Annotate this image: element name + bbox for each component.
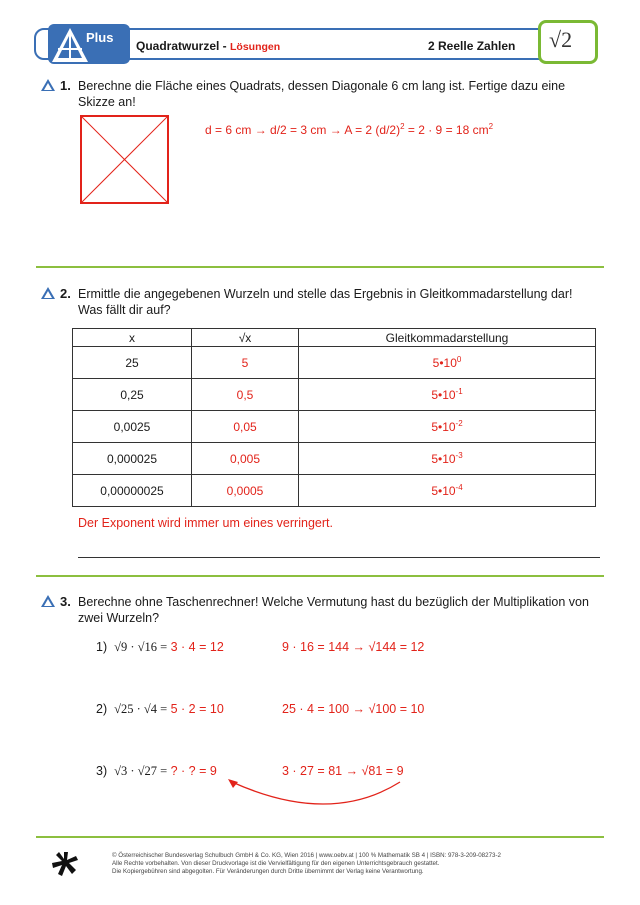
task2-line1: Ermittle die angegebenen Wurzeln und stelle das Ergebnis in Gleitkommadarstellung dar! — [78, 287, 573, 301]
header-root: √x — [192, 329, 299, 347]
chapter-title: 2 Reelle Zahlen — [428, 39, 516, 53]
task2-observation: Der Exponent wird immer um eines verringert. — [78, 516, 333, 530]
footer-text — [112, 852, 612, 876]
triangle-logo-icon — [50, 24, 90, 64]
item-check: 9 · 16 = 144 → √144 = 12 — [282, 640, 425, 654]
float-base: 5•10 — [431, 388, 456, 402]
task3-item — [96, 640, 224, 655]
task3-line1: Berechne ohne Taschenrechner! Welche Vermutung hast du bezüglich der Multiplikation von — [78, 595, 589, 609]
item-label: 3) — [96, 764, 108, 778]
float-exp: -2 — [455, 419, 463, 428]
item-expr: √9 · √16 = — [114, 640, 168, 654]
footer-line: Alle Rechte vorbehalten. Von dieser Druckvorlage ist die Vervielfältigung für den eigenen Unterrichtsgebrauch gestattet. — [112, 860, 440, 867]
float-base: 5•10 — [431, 452, 456, 466]
triangle-task-icon — [40, 286, 56, 300]
publisher-logo-icon — [50, 850, 80, 878]
task3-number: 3. — [60, 594, 71, 609]
cell-float — [299, 379, 596, 411]
curved-arrow-icon — [220, 774, 410, 814]
results-table — [72, 328, 596, 507]
float-base: 5•10 — [432, 356, 457, 370]
task3-line2: zwei Wurzeln? — [78, 611, 160, 625]
cell-x: 0,0025 — [73, 411, 192, 443]
logo-text: Plus — [86, 30, 114, 45]
footer-line: Die Kopiergebühren sind abgegolten. Für Veränderungen durch Dritte übernimmt der Verlag keine Verantwortung. — [112, 868, 424, 875]
triangle-task-icon — [40, 594, 56, 608]
float-base: 5•10 — [431, 484, 456, 498]
sqrt-badge — [538, 20, 598, 64]
item-check: 3 · 27 = 81 → √81 = 9 — [282, 764, 404, 778]
table-row — [73, 411, 596, 443]
badge-text: √2 — [549, 27, 573, 52]
title-text: Quadratwurzel - — [136, 39, 231, 53]
task1-answer-rest: = 2 · 9 = 18 cm — [404, 123, 489, 137]
cell-root: 0,5 — [192, 379, 299, 411]
footer-line: © Österreichischer Bundesverlag Schulbuch GmbH & Co. KG, Wien 2016 | www.oebv.at | 100 % Mathematik SB 4 | ISBN: 978-3-209-08273-2 — [112, 852, 501, 859]
table-row — [73, 443, 596, 475]
cell-root: 0,0005 — [192, 475, 299, 507]
item-label: 1) — [96, 640, 108, 654]
task2-number: 2. — [60, 286, 71, 301]
cell-x: 25 — [73, 347, 192, 379]
item-check: 25 · 4 = 100 → √100 = 10 — [282, 702, 425, 716]
task3-item — [96, 702, 224, 717]
square-sketch — [80, 115, 170, 205]
cell-x: 0,000025 — [73, 443, 192, 475]
item-expr: √25 · √4 = — [114, 702, 168, 716]
task1-answer-unit-exp: 2 — [488, 122, 494, 131]
cell-x: 0,00000025 — [73, 475, 192, 507]
cell-x: 0,25 — [73, 379, 192, 411]
item-label: 2) — [96, 702, 108, 716]
separator — [36, 575, 604, 577]
header-x: x — [73, 329, 192, 347]
cell-root: 0,05 — [192, 411, 299, 443]
table-row — [73, 347, 596, 379]
task1-line2: Skizze an! — [78, 95, 136, 109]
float-exp: -1 — [455, 387, 463, 396]
cell-float — [299, 347, 596, 379]
task1-answer-text: d = 6 cm → d/2 = 3 cm → A = 2 (d/2) — [205, 123, 401, 137]
cell-float — [299, 411, 596, 443]
cell-root: 0,005 — [192, 443, 299, 475]
task1-line1: Berechne die Fläche eines Quadrats, dessen Diagonale 6 cm lang ist. Fertige dazu eine — [78, 79, 566, 93]
table-header-row — [73, 329, 596, 347]
separator — [36, 266, 604, 268]
task1-answer-exp: 2 — [400, 122, 405, 131]
float-base: 5•10 — [431, 420, 456, 434]
header-float: Gleitkommadarstellung — [299, 329, 596, 347]
triangle-task-icon — [40, 78, 56, 92]
page-title — [136, 39, 280, 53]
table-row — [73, 379, 596, 411]
float-exp: 0 — [456, 355, 462, 364]
task3-item — [96, 764, 217, 779]
float-exp: -3 — [455, 451, 463, 460]
float-exp: -4 — [455, 483, 463, 492]
item-result: 3 · 4 = 12 — [167, 640, 224, 654]
separator — [36, 836, 604, 838]
title-subtitle: Lösungen — [230, 41, 281, 53]
task2-line2: Was fällt dir auf? — [78, 303, 171, 317]
task1-answer — [205, 122, 493, 137]
cell-float — [299, 475, 596, 507]
item-result: 5 · 2 = 10 — [167, 702, 224, 716]
cell-root: 5 — [192, 347, 299, 379]
item-result: ? · ? = 9 — [167, 764, 217, 778]
item-expr: √3 · √27 = — [114, 764, 168, 778]
task1-number: 1. — [60, 78, 71, 93]
answer-line — [78, 557, 600, 558]
table-row — [73, 475, 596, 507]
cell-float — [299, 443, 596, 475]
